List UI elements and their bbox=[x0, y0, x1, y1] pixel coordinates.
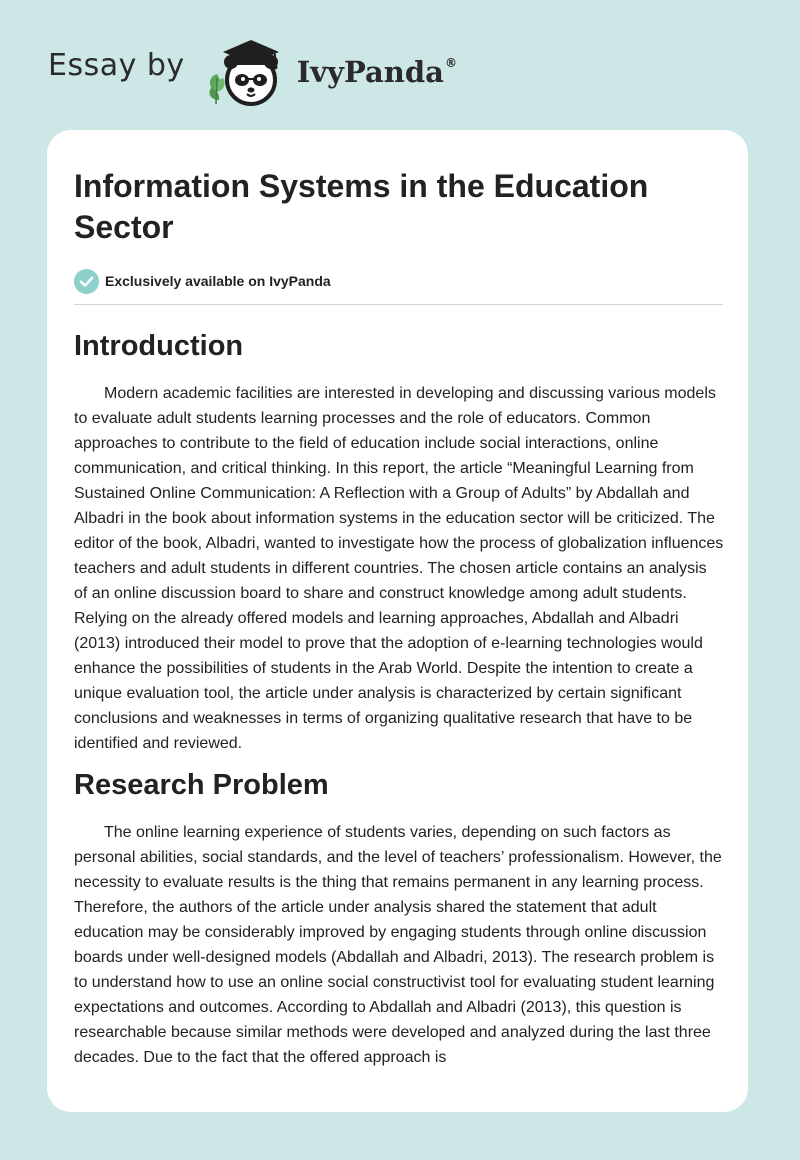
page-title: Information Systems in the Education Sector bbox=[74, 168, 649, 245]
brand-name-text: IvyPanda bbox=[296, 54, 444, 89]
exclusive-badge bbox=[74, 268, 724, 294]
exclusive-badge-label: Exclusively available on IvyPanda bbox=[105, 273, 331, 289]
section-paragraph: The online learning experience of students varies, depending on such factors as personal abilities, social standards, and the level of teachers’ professionalism. However, the necessity to evaluate results is the thing that remains permanent in any learning process. Therefore, the authors of the article under analysis shared the statement that adult education may be considerably improved by engaging students through online discussion boards under well-designed models (Abdallah and Albadri, 2013). The research problem is to understand how to use an online social constructivist tool for evaluating student learning expectations and outcomes. According to Abdallah and Albadri (2013), this question is researchable because similar methods were developed and analyzed during the last three decades. Due to the fact that the offered approach is bbox=[74, 824, 722, 1066]
check-circle-icon bbox=[74, 269, 99, 294]
essay-content bbox=[74, 166, 724, 1070]
section-research-problem bbox=[74, 766, 724, 1070]
title-divider bbox=[74, 304, 723, 305]
panda-graduate-icon[interactable] bbox=[201, 30, 293, 110]
section-paragraph: Modern academic facilities are interested in developing and discussing various models to evaluate adult students learning processes and the role of educators. Common approaches to contribute to the field of education include social interactions, online communication, and critical thinking. In this report, the article “Meaningful Learning from Sustained Online Communication: A Reflection with a Group of Adults” by Abdallah and Albadri in the book about information systems in the education sector will be criticized. The editor of the book, Albadri, wanted to investigate how the process of globalization influences teachers and adult students in different countries. The chosen article contains an analysis of an online discussion board to share and construct knowledge among adult students. Relying on the already offered models and learning approaches, Abdallah and Albadri (2013) introduced their model to prove that the adoption of e-learning technologies would enhance the possibilities of students in the Arab World. Despite the intention to create a unique evaluation tool, the article under analysis is characterized by certain significant conclusions and weaknesses in terms of organizing qualitative research that have to be identified and reviewed. bbox=[74, 385, 724, 752]
brand-name[interactable] bbox=[296, 54, 457, 89]
section-heading: Introduction bbox=[74, 330, 244, 362]
essay-card bbox=[47, 130, 748, 1112]
site-header bbox=[48, 30, 457, 110]
brand-prefix: Essay by bbox=[48, 48, 185, 83]
section-heading: Research Problem bbox=[74, 769, 329, 801]
section-introduction bbox=[74, 327, 724, 756]
brand-registered-mark: ® bbox=[444, 55, 457, 70]
